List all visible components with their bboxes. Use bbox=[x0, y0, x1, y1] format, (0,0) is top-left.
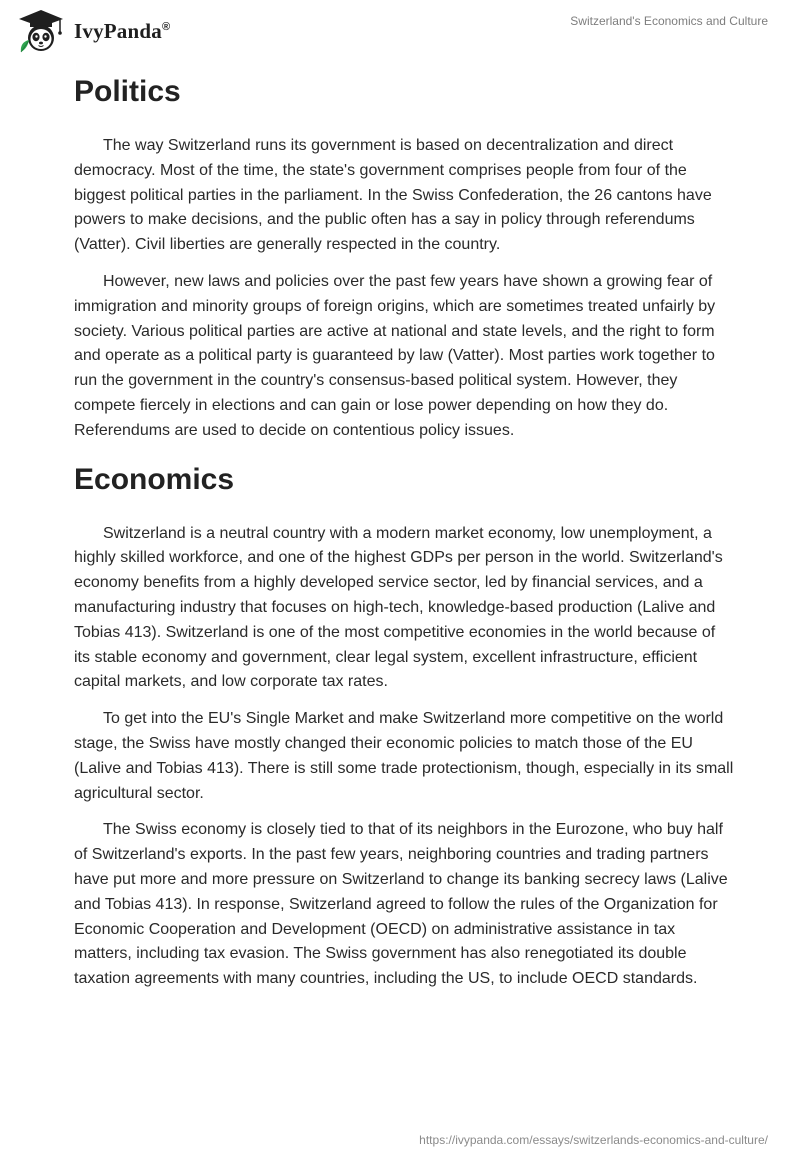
paragraph: The Swiss economy is closely tied to that of its neighbors in the Eurozone, who buy half of Switzerland's exports. In the past few years, neighboring countries and trading partners have put more and more pressure on Switzerland to change its banking secrecy laws (Lalive and Tobias 413). In response, Switzerland agreed to follow the rules of the Organization for Economic Cooperation and Development (OECD) on administrative assistance in tax matters, including tax evasion. The Swiss government has also renegotiated its double taxation agreements with many countries, including the US, to include OECD standards. bbox=[74, 821, 728, 988]
section-heading-economics: Economics bbox=[74, 462, 235, 496]
paragraph: To get into the EU's Single Market and make Switzerland more competitive on the world stage, the Swiss have mostly changed their economic policies to match those of the EU (Lalive and Tobias 413). There is still some trade protectionism, though, especially in its small agricultural sector. bbox=[74, 710, 734, 802]
ivypanda-logo[interactable] bbox=[16, 8, 170, 54]
section-heading-politics: Politics bbox=[74, 75, 181, 108]
logo-wordmark: IvyPanda® bbox=[74, 18, 171, 43]
source-url-link[interactable]: https://ivypanda.com/essays/switzerlands-economics-and-culture/ bbox=[419, 1133, 768, 1147]
panda-graduate-icon bbox=[16, 8, 66, 54]
document-title: Switzerland's Economics and Culture bbox=[570, 14, 768, 28]
paragraph: However, new laws and policies over the past few years have shown a growing fear of immigration and minority groups of foreign origins, which are sometimes treated unfairly by society. Various political parties are active at national and state levels, and the right to form and operate as a political party is guaranteed by law (Vatter). Most parties work together to run the government in the country's consensus-based political system. However, they compete fiercely in elections and can gain or lose power depending on how they do. Referendums are used to decide on contentious policy issues. bbox=[74, 272, 716, 439]
paragraph: The way Switzerland runs its government is based on decentralization and direct democracy. Most of the time, the state's government comprises people from four of the biggest political parties in the parliament. In the Swiss Confederation, the 26 cantons have powers to make decisions, and the public often has a say in policy through referendums (Vatter). Civil liberties are generally respected in the country. bbox=[74, 137, 712, 254]
paragraph: Switzerland is a neutral country with a modern market economy, low unemployment, a highly skilled workforce, and one of the highest GDPs per person in the world. Switzerland's economy benefits from a highly developed service sector, led by financial services, and a manufacturing industry that focuses on high-tech, knowledge-based production (Lalive and Tobias 413). Switzerland is one of the most competitive economies in the world because of its stable economy and government, clear legal system, excellent infrastructure, efficient capital markets, and low corporate tax rates. bbox=[74, 524, 723, 691]
article-body bbox=[74, 70, 734, 1004]
page-header bbox=[0, 0, 800, 62]
